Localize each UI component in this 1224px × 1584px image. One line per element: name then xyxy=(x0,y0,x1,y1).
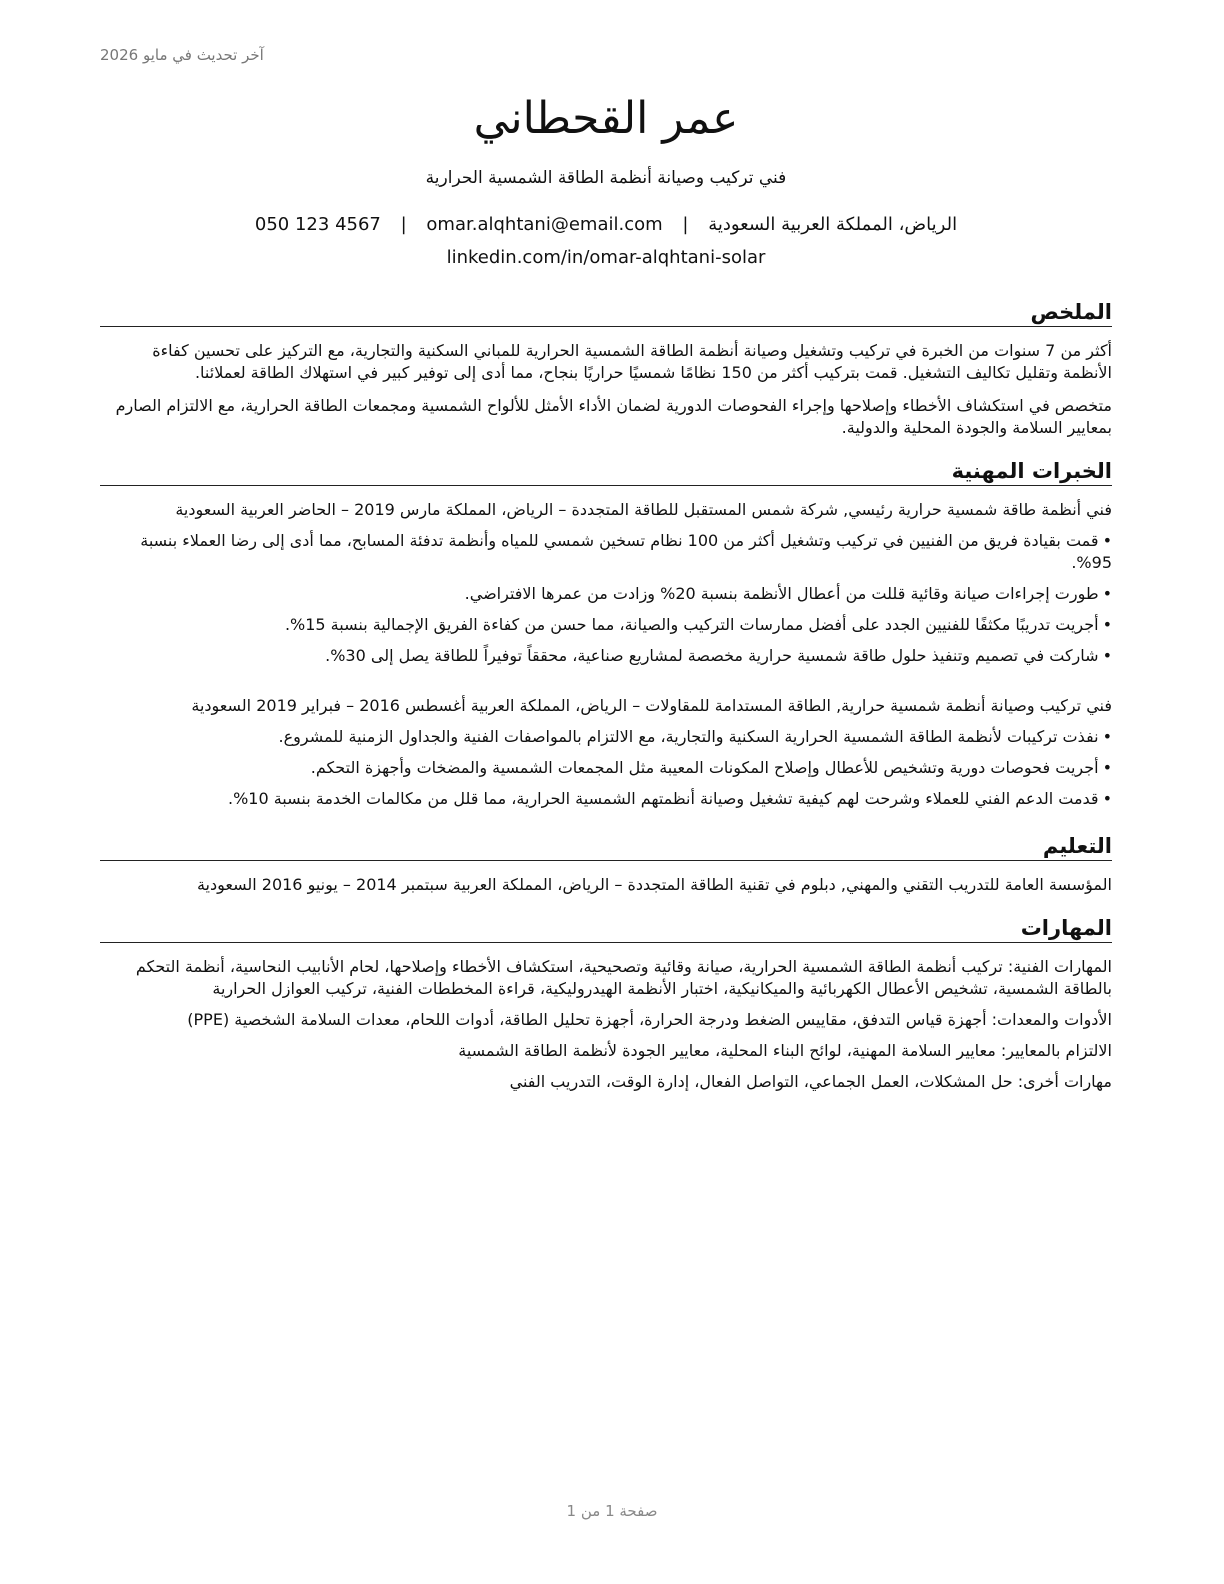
candidate-name: عمر القحطاني xyxy=(473,93,739,144)
job-bullet-text: أجريت فحوصات دورية وتشخيص للأعطال وإصلاح المكونات المعيبة مثل المجمعات الشمسية والمضخات وأجهزة التحكم. xyxy=(310,758,1099,777)
job-bullet xyxy=(100,614,1112,636)
job-bullet xyxy=(100,583,1112,605)
email[interactable]: omar.alqhtani@email.com xyxy=(426,214,663,235)
bullet-icon: • xyxy=(1102,584,1112,603)
job-title: فني تركيب وصيانة أنظمة الطاقة الشمسية الحرارية xyxy=(425,168,787,188)
bullet-icon: • xyxy=(1102,727,1112,746)
skill-line: المهارات الفنية: تركيب أنظمة الطاقة الشمسية الحرارية، صيانة وقائية وتصحيحية، استكشاف الأخطاء وإصلاحها، لحام الأنابيب النحاسية، أنظمة التحكم بالطاقة الشمسية، تشخيص الأعطال الكهربائية والميكانيكية، اختبار الأنظمة الهيدروليكية، قراءة المخططات الفنية، تركيب العوازل الحرارية xyxy=(135,957,1112,998)
job-bullet xyxy=(100,530,1112,574)
job-entry xyxy=(100,695,1112,810)
job-header: فني أنظمة طاقة شمسية حرارية رئيسي, شركة شمس المستقبل للطاقة المتجددة – الرياض، المملكة مارس 2019 – الحاضر العربية السعودية xyxy=(175,500,1112,519)
job-bullet-text: قدمت الدعم الفني للعملاء وشرحت لهم كيفية تشغيل وصيانة أنظمتهم الشمسية الحرارية، مما قلل من مكالمات الخدمة بنسبة 10%. xyxy=(227,789,1099,808)
linkedin-link[interactable]: linkedin.com/in/omar-alqhtani-solar xyxy=(446,247,766,268)
job-header: فني تركيب وصيانة أنظمة شمسية حرارية, الطاقة المستدامة للمقاولات – الرياض، المملكة العربية أغسطس 2016 – فبراير 2019 السعودية xyxy=(191,696,1112,715)
job-bullet-text: أجريت تدريبًا مكثفًا للفنيين الجدد على أفضل ممارسات التركيب والصيانة، مما حسن من كفاءة الفريق الإجمالية بنسبة 15%. xyxy=(284,615,1099,634)
phone: 050 123 4567 xyxy=(254,214,381,235)
skill-line: الأدوات والمعدات: أجهزة قياس التدفق، مقاييس الضغط ودرجة الحرارة، أجهزة تحليل الطاقة، أدوات اللحام، معدات السلامة الشخصية (PPE) xyxy=(187,1010,1112,1029)
job-entry xyxy=(100,499,1112,667)
job-bullet xyxy=(100,726,1112,748)
bullet-icon: • xyxy=(1102,789,1112,808)
summary-section xyxy=(100,298,1112,439)
job-bullet-text: نفذت تركيبات لأنظمة الطاقة الشمسية الحرارية السكنية والتجارية، مع الالتزام بالمواصفات الفنية والجداول الزمنية للمشروع. xyxy=(278,727,1099,746)
experience-section xyxy=(100,457,1112,810)
resume-page xyxy=(100,88,1112,1093)
summary-paragraph: أكثر من 7 سنوات من الخبرة في تركيب وتشغيل وصيانة أنظمة الطاقة الشمسية الحرارية للمباني السكنية والتجارية، مع التركيز على تحسين كفاءة الأنظمة وتقليل تكاليف التشغيل. قمت بتركيب أكثر من 150 نظامًا شمسيًا حراريًا بنجاح، مما أدى إلى توفير كبير في استهلاك الطاقة لعملائنا. xyxy=(152,341,1112,382)
section-heading-education: التعليم xyxy=(100,832,1112,861)
job-bullet xyxy=(100,757,1112,779)
bullet-icon: • xyxy=(1102,615,1112,634)
contact-separator: | xyxy=(682,214,689,235)
section-heading-summary: الملخص xyxy=(100,298,1112,327)
job-bullets xyxy=(100,530,1112,667)
bullet-icon: • xyxy=(1102,758,1112,777)
page-number: صفحة 1 من 1 xyxy=(566,1502,658,1520)
bullet-icon: • xyxy=(1102,646,1112,665)
education-section xyxy=(100,832,1112,896)
contact-separator: | xyxy=(400,214,407,235)
education-entry: المؤسسة العامة للتدريب التقني والمهني, دبلوم في تقنية الطاقة المتجددة – الرياض، المملكة العربية سبتمبر 2014 – يونيو 2016 السعودية xyxy=(196,875,1112,894)
section-heading-skills: المهارات xyxy=(100,914,1112,943)
job-bullet-text: شاركت في تصميم وتنفيذ حلول طاقة شمسية حرارية مخصصة لمشاريع صناعية، محققاً توفيراً للطاقة يصل إلى 30%. xyxy=(325,646,1099,665)
location: الرياض، المملكة العربية السعودية xyxy=(708,214,958,235)
summary-paragraph: متخصص في استكشاف الأخطاء وإصلاحها وإجراء الفحوصات الدورية لضمان الأداء الأمثل للألواح الشمسية ومجمعات الطاقة الحرارية، مع الالتزام الصارم بمعايير السلامة والجودة المحلية والدولية. xyxy=(115,396,1112,437)
job-bullet xyxy=(100,788,1112,810)
section-heading-experience: الخبرات المهنية xyxy=(100,457,1112,486)
contact-line xyxy=(100,212,1112,238)
skill-line: الالتزام بالمعايير: معايير السلامة المهنية، لوائح البناء المحلية، معايير الجودة لأنظمة الطاقة الشمسية xyxy=(458,1041,1112,1060)
job-bullet-text: طورت إجراءات صيانة وقائية قللت من أعطال الأنظمة بنسبة 20% وزادت من عمرها الافتراضي. xyxy=(464,584,1099,603)
skills-section xyxy=(100,914,1112,1093)
job-bullets xyxy=(100,726,1112,810)
job-bullet-text: قمت بقيادة فريق من الفنيين في تركيب وتشغيل أكثر من 100 نظام تسخين شمسي للمياه وأنظمة تدفئة المسابح، مما أدى إلى رضا العملاء بنسبة 95%. xyxy=(140,531,1112,572)
job-bullet xyxy=(100,645,1112,667)
bullet-icon: • xyxy=(1102,531,1112,550)
last-updated: آخر تحديث في مايو 2026 xyxy=(100,46,264,64)
skill-line: مهارات أخرى: حل المشكلات، العمل الجماعي، التواصل الفعال، إدارة الوقت، التدريب الفني xyxy=(509,1072,1112,1091)
